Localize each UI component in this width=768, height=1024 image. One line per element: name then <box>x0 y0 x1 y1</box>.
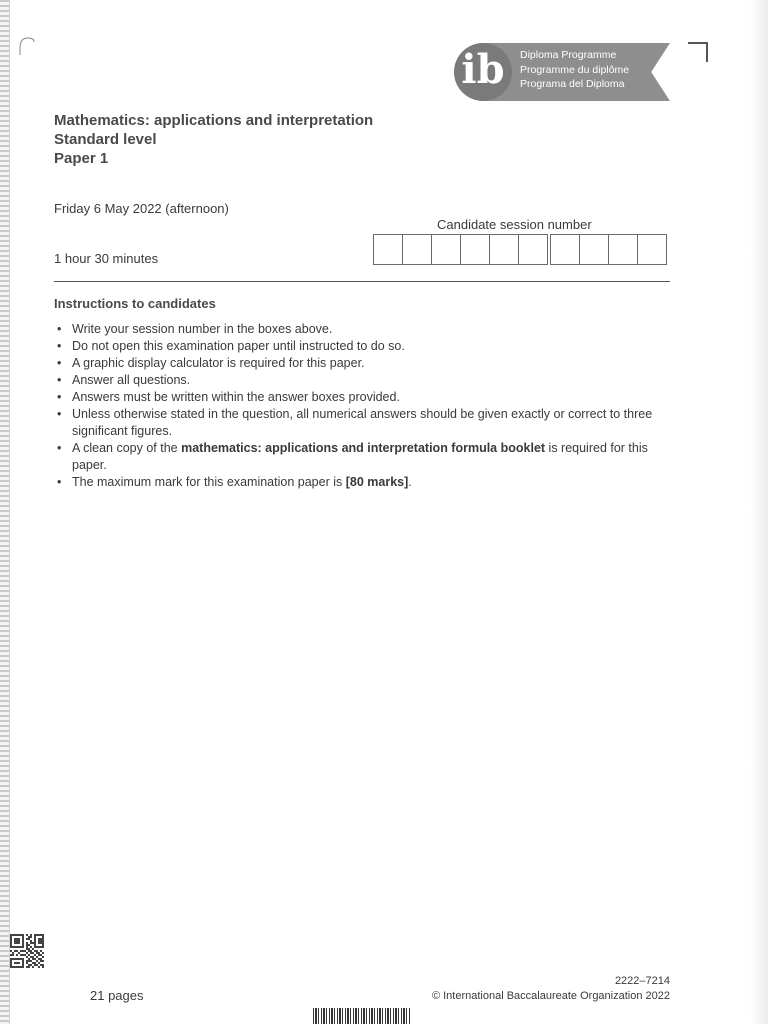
instruction-text: Answers must be written within the answer boxes provided. <box>72 390 400 404</box>
session-number-box[interactable] <box>608 234 638 265</box>
instruction-text: Do not open this examination paper until instructed to do so. <box>72 339 405 353</box>
session-number-box[interactable] <box>518 234 548 265</box>
exam-duration: 1 hour 30 minutes <box>54 251 159 266</box>
paper-title: Paper 1 <box>54 150 109 167</box>
exam-title-block <box>54 111 373 168</box>
session-number-box[interactable] <box>579 234 609 265</box>
instruction-text: Answer all questions. <box>72 373 191 387</box>
session-number-label: Candidate session number <box>437 217 592 232</box>
qr-code <box>10 934 44 968</box>
logo-line-fr: Programme du diplôme <box>520 63 630 76</box>
instruction-bold: mathematics: applications and interpretation formula booklet <box>181 441 546 455</box>
ib-mark: ib <box>454 43 512 101</box>
instruction-item <box>54 440 654 474</box>
exam-date: Friday 6 May 2022 (afternoon) <box>54 201 229 216</box>
instruction-post: is required for this paper. <box>72 441 648 472</box>
instruction-item <box>54 474 654 491</box>
instruction-item <box>54 355 654 372</box>
ib-logo <box>454 43 670 103</box>
session-number-boxes[interactable] <box>373 234 666 265</box>
page-count: 21 pages <box>90 988 144 1003</box>
crop-corner-mark <box>688 42 708 62</box>
instruction-item <box>54 372 654 389</box>
instruction-text: Write your session number in the boxes above. <box>72 322 333 336</box>
session-number-box[interactable] <box>550 234 580 265</box>
subject-title: Mathematics: applications and interpretation <box>54 112 374 129</box>
instructions-list <box>54 321 654 491</box>
session-number-box[interactable] <box>460 234 490 265</box>
session-number-box[interactable] <box>431 234 461 265</box>
instruction-pre: The maximum mark for this examination paper is <box>72 475 346 489</box>
barcode <box>313 1008 410 1024</box>
session-number-box[interactable] <box>373 234 403 265</box>
instruction-text: A graphic display calculator is required for this paper. <box>72 356 365 370</box>
logo-line-en: Diploma Programme <box>520 49 617 61</box>
instruction-text: Unless otherwise stated in the question, all numerical answers should be given exactly or correct to three significant figures. <box>72 407 653 438</box>
logo-text <box>520 48 629 92</box>
instruction-item <box>54 389 654 406</box>
logo-line-es: Programa del Diploma <box>520 78 625 90</box>
header-divider <box>54 281 670 282</box>
paper-code: 2222–7214 <box>614 975 670 987</box>
instruction-post: . <box>408 475 412 489</box>
instruction-item <box>54 338 654 355</box>
instruction-item <box>54 321 654 338</box>
copyright-notice: © International Baccalaureate Organization 2022 <box>431 990 670 1002</box>
session-number-box[interactable] <box>402 234 432 265</box>
instruction-pre: A clean copy of the <box>72 441 182 455</box>
instruction-item <box>54 406 654 440</box>
instruction-bold: [80 marks] <box>345 475 409 489</box>
page-edge-shadow <box>750 0 768 1024</box>
level-title: Standard level <box>54 131 157 148</box>
instructions-heading: Instructions to candidates <box>54 296 216 311</box>
punch-hole-mark <box>18 34 36 56</box>
session-number-box[interactable] <box>489 234 519 265</box>
binding-edge <box>0 0 10 1024</box>
session-number-box[interactable] <box>637 234 667 265</box>
